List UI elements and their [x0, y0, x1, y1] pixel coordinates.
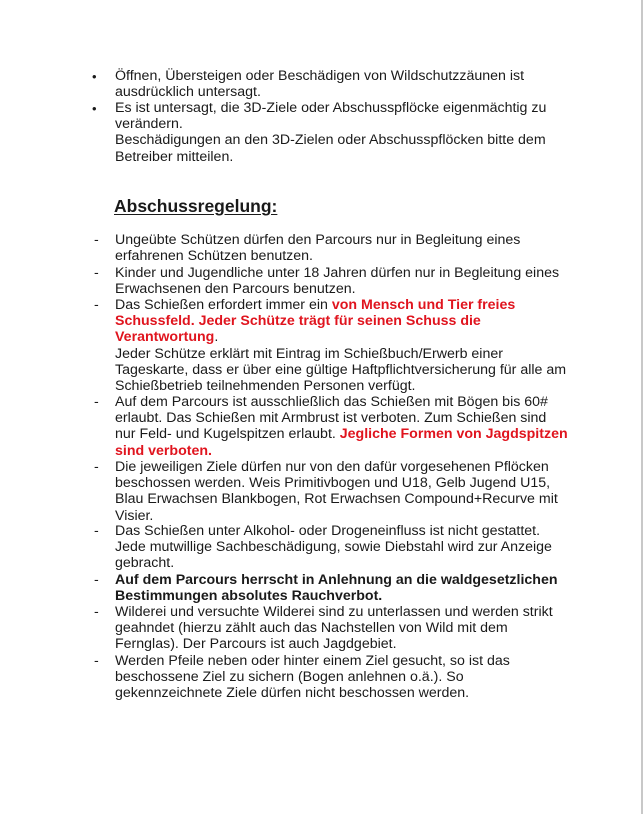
- rule-text: [115, 297, 585, 394]
- text-line: [115, 313, 585, 329]
- text-run: geahndet (hierzu zählt auch das Nachstellen von Wild mit dem: [115, 620, 508, 637]
- text-line: [115, 346, 585, 362]
- text-run: beschossene Ziel zu sichern (Bogen anlehnen o.ä.). So: [115, 669, 464, 686]
- text-run: Kinder und Jugendliche unter 18 Jahren dürfen nur in Begleitung eines: [115, 265, 560, 281]
- dash-marker: -: [94, 394, 99, 410]
- text-line: [115, 636, 585, 652]
- text-run: Jede mutwillige Sachbeschädigung, sowie Diebstahl wird zur Anzeige: [115, 539, 552, 556]
- rule-text: [115, 604, 585, 653]
- rule-text: [115, 523, 585, 572]
- text-line: [115, 394, 585, 410]
- text-line: [115, 653, 585, 669]
- text-run: Werden Pfeile neben oder hinter einem Ziel gesucht, so ist das: [115, 653, 510, 669]
- text-line: [115, 329, 585, 345]
- text-run: gebracht.: [115, 555, 175, 572]
- text-line: Öffnen, Übersteigen oder Beschädigen von Wildschutzzäunen ist: [115, 68, 525, 84]
- text-line: [115, 265, 585, 281]
- text-line: [115, 248, 585, 264]
- emphasis-red: von Mensch und Tier freies: [331, 297, 516, 313]
- text-line: [115, 508, 585, 524]
- text-line: [115, 426, 585, 442]
- emphasis-bold: Auf dem Parcours herrscht in Anlehnung an die waldgesetzlichen: [115, 572, 558, 588]
- emphasis-red: Schussfeld. Jeder Schütze trägt für seinen Schuss die: [115, 313, 481, 330]
- text-line: [115, 588, 585, 604]
- rule-text: [115, 572, 585, 604]
- dash-marker: -: [94, 232, 99, 248]
- text-line: [115, 443, 585, 459]
- emphasis-red: sind verboten.: [115, 442, 212, 459]
- text-line: [115, 491, 585, 507]
- emphasis-bold: Bestimmungen absolutes Rauchverbot.: [115, 588, 383, 605]
- text-run: erfahrenen Schützen benutzen.: [115, 248, 313, 265]
- text-run: Fernglas). Der Parcours ist auch Jagdgebiet.: [115, 636, 397, 653]
- text-line: [115, 459, 585, 475]
- rule-text: [115, 232, 585, 264]
- dash-marker: -: [94, 653, 99, 669]
- dash-marker: -: [94, 572, 99, 588]
- text-run: erlaubt. Das Schießen mit Armbrust ist verboten. Zum Schießen sind: [115, 410, 547, 427]
- dash-marker: -: [94, 604, 99, 620]
- text-line: [115, 555, 585, 571]
- text-run: Ungeübte Schützen dürfen den Parcours nur in Begleitung eines: [115, 232, 521, 248]
- text-line: [115, 685, 585, 701]
- text-run: Wilderei und versuchte Wilderei sind zu unterlassen und werden strikt: [115, 604, 553, 620]
- dash-marker: -: [94, 265, 99, 281]
- text-line: Beschädigungen an den 3D-Zielen oder Abschusspflöcken bitte dem: [115, 132, 546, 149]
- emphasis-red: Jegliche Formen von Jagdspitzen: [339, 426, 568, 443]
- text-run: gekennzeichnete Ziele dürfen nicht beschossen werden.: [115, 685, 470, 702]
- text-line: [115, 475, 585, 491]
- text-line: [115, 539, 585, 555]
- text-run: Das Schießen erfordert immer ein: [115, 297, 332, 313]
- emphasis-red: Verantwortung: [115, 329, 215, 346]
- text-line: [115, 362, 585, 378]
- section-heading: Abschussregelung:: [114, 196, 278, 216]
- text-line: Es ist untersagt, die 3D-Ziele oder Abschusspflöcke eigenmächtig zu: [115, 100, 547, 116]
- text-line: [115, 523, 585, 539]
- text-line: [115, 410, 585, 426]
- text-run: Tageskarte, dass er über eine gültige Haftpflichtversicherung für alle am: [115, 361, 567, 378]
- rule-text: [115, 265, 585, 297]
- rule-text: [115, 394, 585, 459]
- text-run: beschossen werden. Weis Primitivbogen und U18, Gelb Jugend U15,: [115, 475, 551, 492]
- bullet-text: [115, 68, 585, 100]
- bullet-marker: •: [92, 101, 97, 116]
- text-run: Blau Erwachsen Blankbogen, Rot Erwachsen Compound+Recurve mit: [115, 491, 558, 508]
- text-run: Schießbetrieb teilnehmenden Personen verfügt.: [115, 378, 416, 395]
- text-line: [115, 669, 585, 685]
- text-run: Jeder Schütze erklärt mit Eintrag im Schießbuch/Erwerb einer: [115, 345, 503, 362]
- text-run: .: [214, 329, 219, 346]
- text-line: ausdrücklich untersagt.: [115, 84, 261, 101]
- text-line: [115, 620, 585, 636]
- dash-marker: -: [94, 459, 99, 475]
- text-line: verändern.: [115, 116, 183, 133]
- text-run: Visier.: [115, 507, 154, 524]
- text-line: [115, 572, 585, 588]
- text-line: Betreiber mitteilen.: [115, 148, 234, 165]
- text-run: Erwachsenen den Parcours benutzen.: [115, 281, 356, 298]
- bullet-text: [115, 100, 585, 165]
- text-run: Das Schießen unter Alkohol- oder Drogeneinfluss ist nicht gestattet.: [115, 523, 541, 539]
- text-line: [115, 604, 585, 620]
- bullet-marker: •: [92, 69, 97, 84]
- text-line: [115, 297, 585, 313]
- text-run: Auf dem Parcours ist ausschließlich das Schießen mit Bögen bis 60#: [115, 394, 548, 410]
- text-line: [115, 378, 585, 394]
- dash-marker: -: [94, 297, 99, 313]
- text-line: [115, 232, 585, 248]
- rule-text: [115, 459, 585, 524]
- text-run: nur Feld- und Kugelspitzen erlaubt.: [115, 426, 340, 443]
- text-line: [115, 281, 585, 297]
- dash-marker: -: [94, 523, 99, 539]
- text-run: Die jeweiligen Ziele dürfen nur von den dafür vorgesehenen Pflöcken: [115, 459, 549, 475]
- rule-text: [115, 653, 585, 702]
